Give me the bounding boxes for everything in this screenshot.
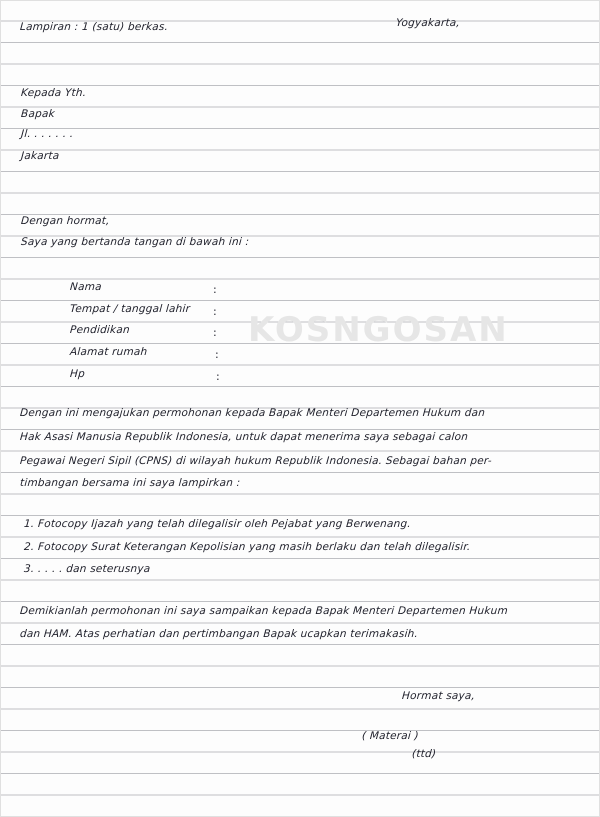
regards: Hormat saya, (401, 690, 476, 702)
lampiran-line: Lampiran : 1 (satu) berkas. (19, 21, 169, 33)
watermark: KOSNGOSAN (248, 310, 509, 350)
field-colon: : (216, 370, 220, 383)
field-colon: : (213, 326, 217, 339)
body-line: Hak Asasi Manusia Republik Indonesia, untuk dapat menerima saya sebagai calon (19, 431, 469, 443)
body-line: Dengan ini mengajukan permohonan kepada Bapak Menteri Departemen Hukum dan (19, 407, 486, 419)
body-line: timbangan bersama ini saya lampirkan : (19, 477, 241, 489)
signature-mark: (ttd) (411, 748, 437, 760)
field-colon: : (213, 305, 217, 318)
field-colon: : (213, 283, 217, 296)
attachment-item: 1. Fotocopy Ijazah yang telah dilegalisir oleh Pejabat yang Berwenang. (23, 518, 412, 530)
recipient-line: Jl. . . . . . . (20, 128, 74, 140)
attachment-item: 3. . . . . dan seterusnya (23, 563, 151, 575)
recipient-line: Bapak (20, 108, 56, 120)
field-colon: : (215, 348, 219, 361)
field-label: Hp (69, 368, 86, 380)
field-label: Tempat / tanggal lahir (69, 303, 191, 315)
place-heading: Yogyakarta, (395, 17, 461, 29)
intro-line: Saya yang bertanda tangan di bawah ini : (20, 236, 250, 248)
greeting: Dengan hormat, (20, 215, 111, 227)
field-label: Pendidikan (69, 324, 131, 336)
body-line: Pegawai Negeri Sipil (CPNS) di wilayah hukum Republik Indonesia. Sebagai bahan per- (19, 455, 493, 467)
field-label: Alamat rumah (69, 346, 148, 358)
recipient-line: Jakarta (20, 150, 60, 162)
attachment-item: 2. Fotocopy Surat Keterangan Kepolisian yang masih berlaku dan telah dilegalisir. (23, 541, 471, 553)
closing-line: Demikianlah permohonan ini saya sampaikan kepada Bapak Menteri Departemen Hukum (19, 605, 509, 617)
materai-label: ( Materai ) (361, 730, 420, 742)
field-label: Nama (69, 281, 103, 293)
closing-line: dan HAM. Atas perhatian dan pertimbangan Bapak ucapkan terimakasih. (19, 628, 419, 640)
recipient-line: Kepada Yth. (20, 87, 87, 99)
